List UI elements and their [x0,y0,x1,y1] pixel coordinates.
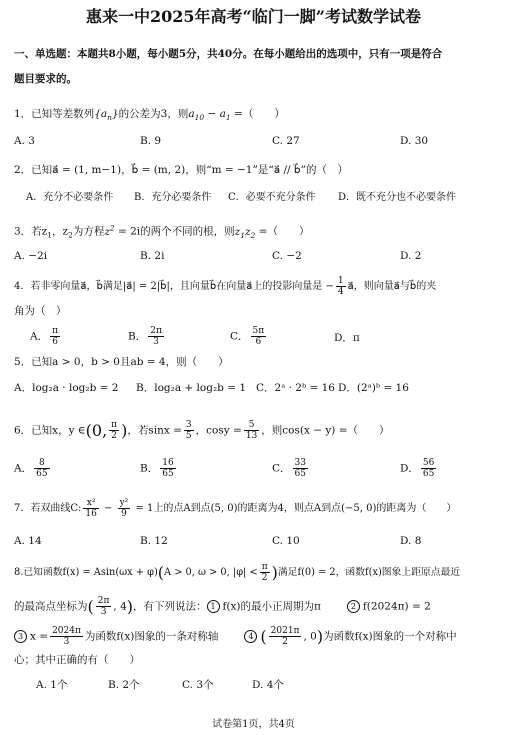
q4-option-d: D．π [334,332,360,344]
q8-line1: 8.已知函数f(x) = Asin(ωx + φ)(A > 0, ω > 0, |φ| < $\frac{\pi}{2}$ )满足f(0) = 2，函数f(x)图象上距原点最近 [14,562,461,583]
q7-option-d: D. 8 [400,535,422,547]
q4-option-a: A． $\frac{\pi}{6}$ [30,326,59,347]
q3-option-a: A. −2i [14,250,48,262]
q6-option-a: A． $\frac{8}{65}$ [14,458,48,479]
section-heading-line2: 题目要求的。 [14,73,77,85]
q5-option-a: A．log₂a · log₂b = 2 [14,382,119,394]
q2-stem: 2．已知a⃗ = (1, m−1)，b⃗ = (m, 2)，则“m = −1”是“a⃗ // b⃗”的（ ） [14,164,348,176]
q8-option-c: C. 3个 [182,679,214,691]
statement-1-marker: 1 [207,600,220,613]
q3-option-d: D. 2 [400,250,422,262]
q3-option-b: B. 2i [140,250,165,262]
q6-stem: 6．已知x，y ∈(0, $\frac{\pi}{2}$ )，若sinx = $\frac{3}{5}$ ，cosy = $\frac{5}{13}$ ，则cos(x − y) =（ ） [14,420,390,441]
q7-stem: 7．若双曲线C: $\frac{\text{x²}}{16}$ − $\frac{\text{y²}}{9}$ = 1上的点A到点(5, 0)的距离为4，则点A到点(−5, 0)的距离为（ ） [14,498,457,519]
q5-stem: 5．已知a > 0，b > 0且ab = 4，则（ ） [14,356,229,368]
q8-line4: 心；其中正确的有（ ） [14,654,140,666]
q4-option-b: B． $\frac{2\pi}{3}$ [128,326,162,347]
section-heading-line1: 一、单选题：本题共8小题，每小题5分，共40分。在每小题给出的选项中，只有一项是符合 [14,48,443,60]
q4-option-c: C． $\frac{5\pi}{6}$ [230,326,265,347]
q8-option-d: D. 4个 [252,679,284,691]
q7-option-b: B. 12 [140,535,168,547]
q3-option-c: C. −2 [272,250,302,262]
q6-option-b: B． $\frac{16}{65}$ [140,458,174,479]
q7-option-c: C. 10 [272,535,300,547]
q6-option-c: C． $\frac{33}{65}$ [272,458,306,479]
q8-line3: 3 x = $\frac{2024\pi}{3}$ 为函数f(x)图象的一条对称轴 4 ( $\frac{2021\pi}{2}$ , 0)为函数f(x)图象的一个对称中 [14,626,457,647]
q5-option-b: B．log₂a + log₂b = 1 [136,382,247,394]
q4-fraction: $\frac{1}{4}$ [337,276,344,297]
page-footer: 试卷第1页，共4页 [212,719,295,730]
q4-stem-line2: 角为（ ） [14,305,67,317]
q8-option-b: B. 2个 [108,679,140,691]
q5-option-c: C．2ᵃ · 2ᵇ = 16 [256,382,335,394]
q8-line2: 的最高点坐标为( $\frac{2\pi}{3}$ , 4)，有下列说法： 1 f(x)的最小正周期为π 2 f(2024π) = 2 [14,596,431,617]
q1-option-c: C. 27 [272,135,300,147]
q2-option-a: A．充分不必要条件 [26,192,114,203]
statement-3-marker: 3 [14,630,27,643]
q2-option-c: C．必要不充分条件 [228,192,316,203]
q1-stem: 1．已知等差数列$\{a_n\}$的公差为3，则$a_{10} - a_1$ =（ ） [14,108,285,123]
q1-option-a: A. 3 [14,135,35,147]
statement-2-marker: 2 [347,600,360,613]
statement-4-marker: 4 [244,630,257,643]
q3-stem: 3．若$z_1$，$z_2$为方程$z^2 = 2i$的两个不同的根，则$z_1z_2$ =（ ） [14,223,310,240]
q7-option-a: A. 14 [14,535,42,547]
q6-option-d: D． $\frac{56}{65}$ [400,458,435,479]
q2-option-b: B．充分必要条件 [134,192,212,203]
q2-option-d: D．既不充分也不必要条件 [338,192,457,203]
exam-title: 惠来一中2025年高考“临门一脚”考试数学试卷 [86,7,421,26]
q5-option-d: D．(2ᵃ)ᵇ = 16 [338,382,409,394]
q1-option-b: B. 9 [140,135,162,147]
q4-stem-line1: 4．若非零向量a⃗，b⃗满足|a⃗| = 2|b⃗|，且向量b⃗在向量a⃗上的投影向量是 − $\frac{1}{4}$ a⃗，则向量a⃗与b⃗的夹 [14,276,437,297]
q1-option-d: D. 30 [400,135,429,147]
q8-option-a: A. 1个 [36,679,68,691]
